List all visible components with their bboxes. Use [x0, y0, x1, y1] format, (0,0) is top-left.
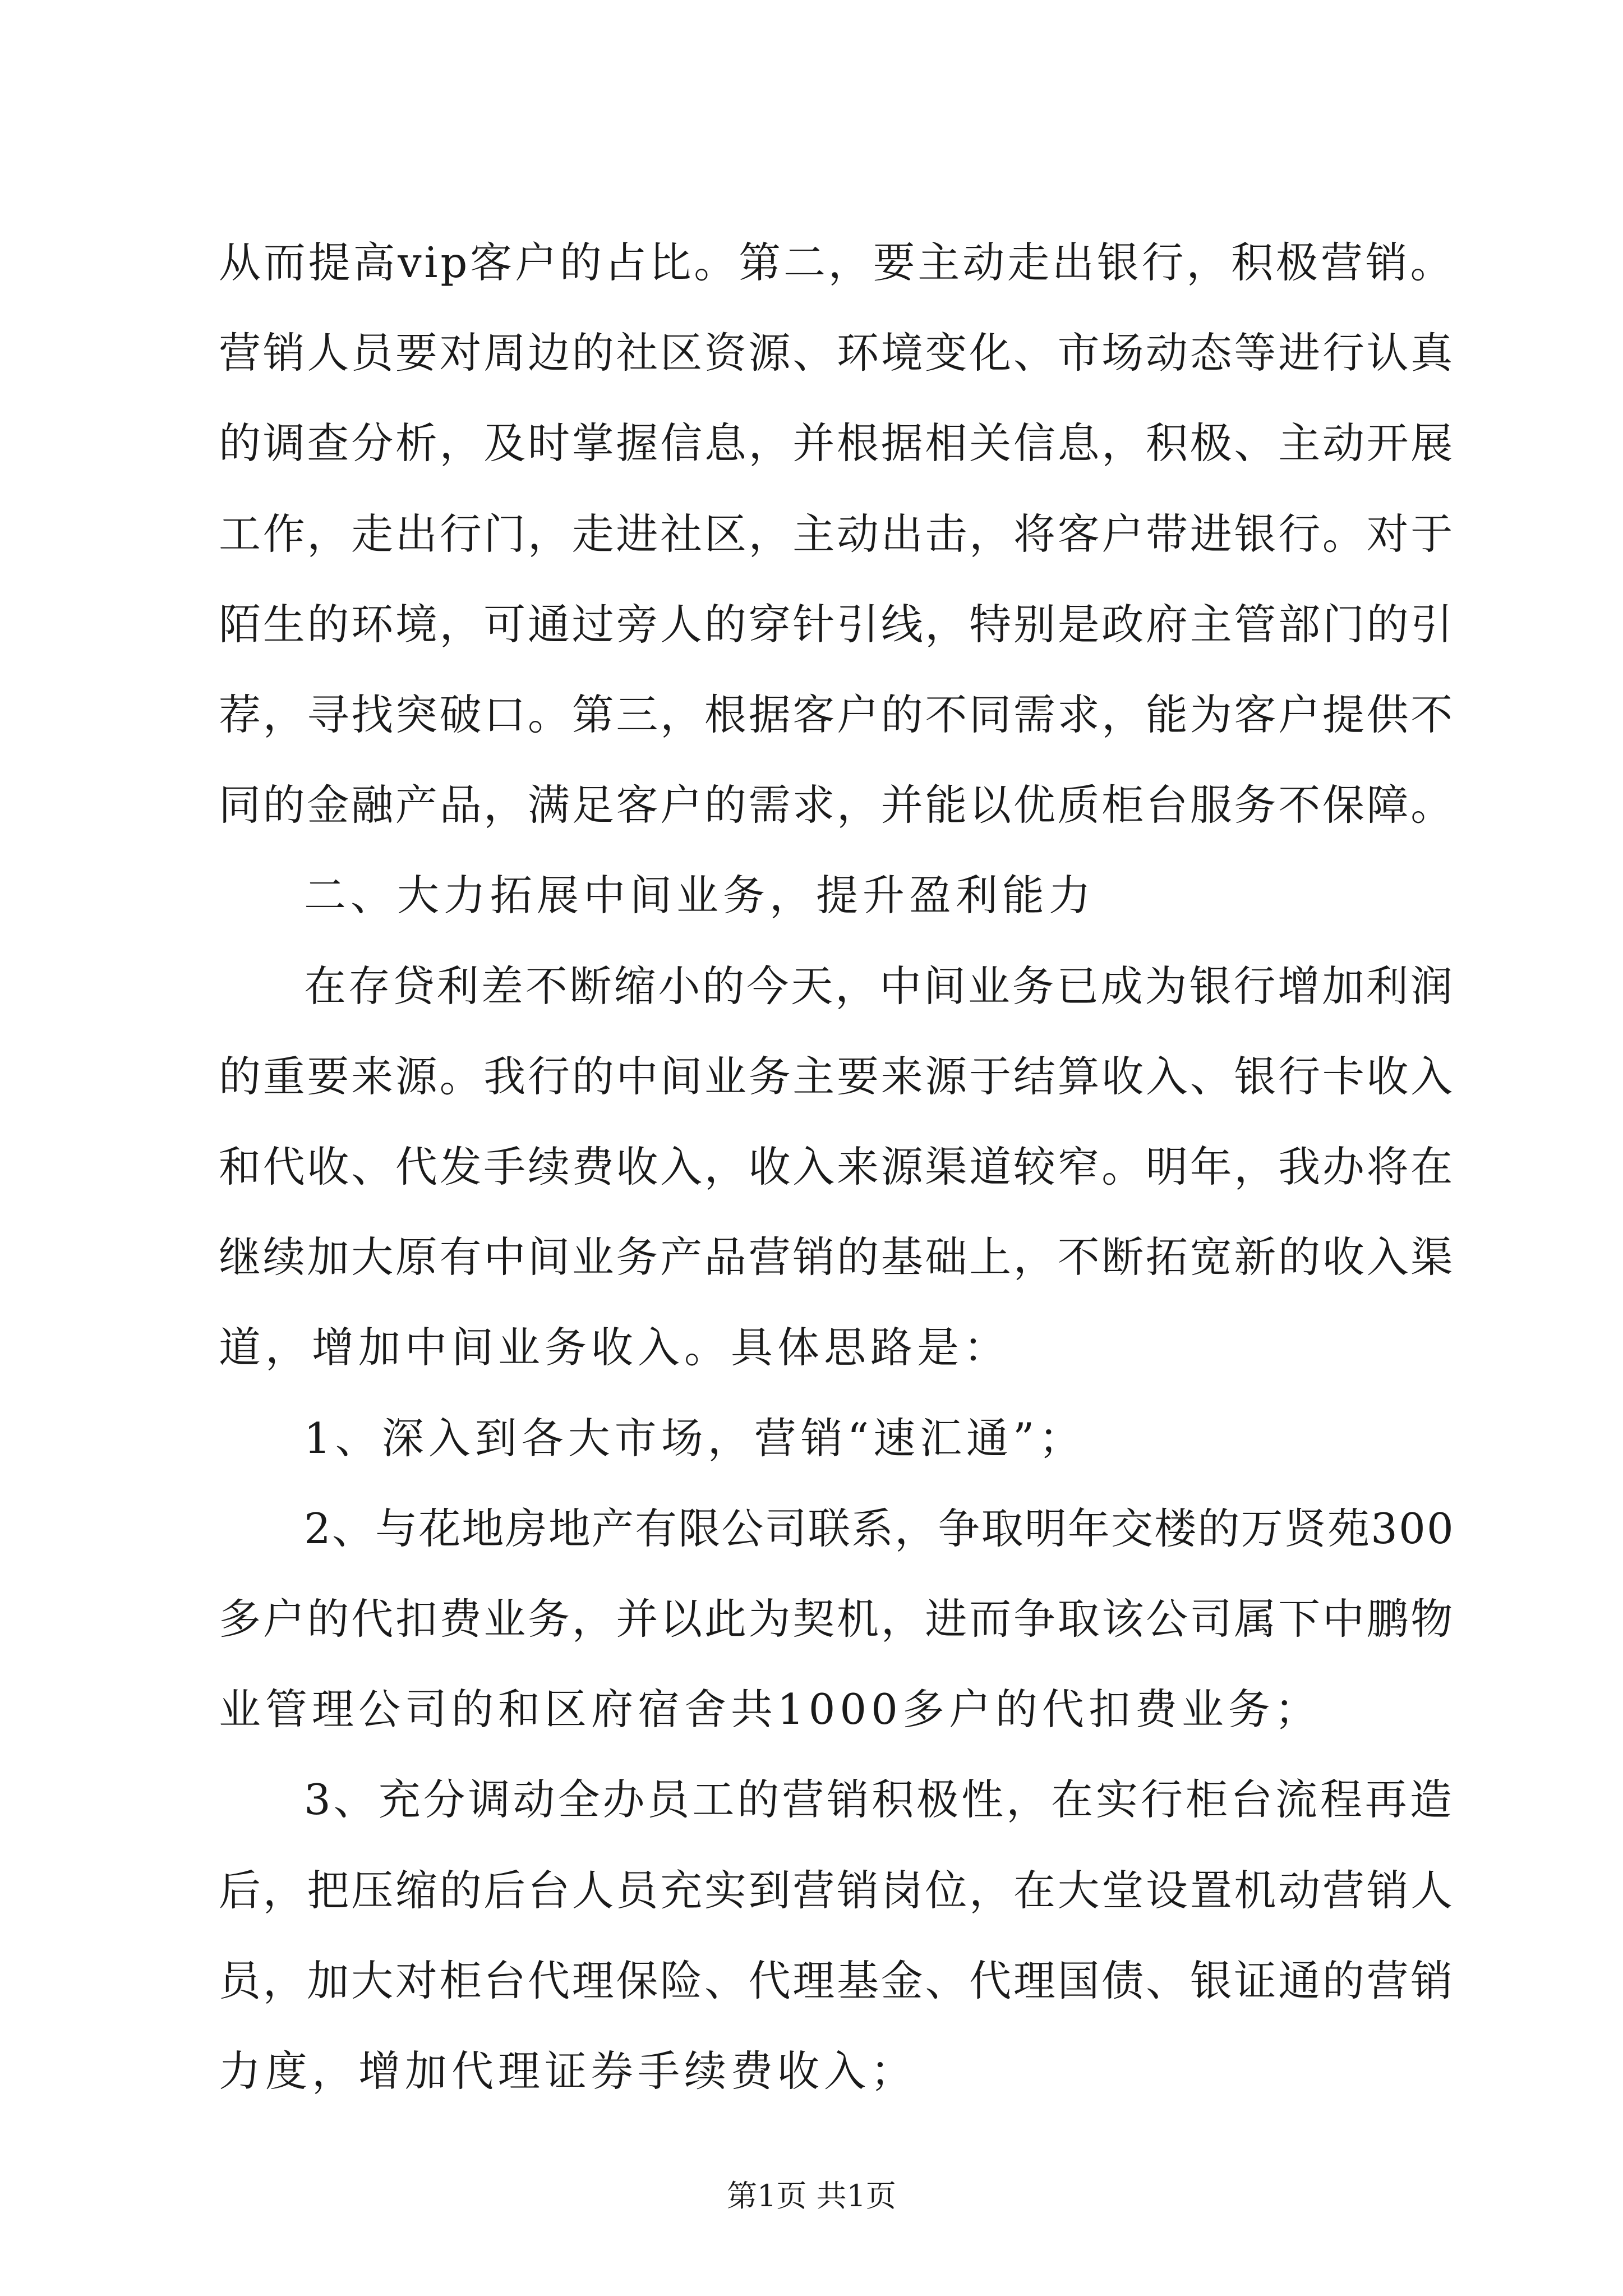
list-item: 1、深入到各大市场，营销“速汇通”；	[304, 1413, 1086, 1463]
paragraph-line: 同的金融产品，满足客户的需求，并能以优质柜台服务不保障。	[219, 780, 1455, 830]
page-footer: 第1页 共1页	[727, 2178, 896, 2214]
paragraph-line: 力度，增加代理证券手续费收入；	[219, 2046, 917, 2096]
paragraph-line: 工作，走出行门，走进社区，主动出击，将客户带进银行。对于	[219, 509, 1455, 559]
paragraph-line: 的调查分析，及时掌握信息，并根据相关信息，积极、主动开展	[219, 418, 1455, 468]
list-item: 2、与花地房地产有限公司联系，争取明年交楼的万贤苑300	[304, 1503, 1455, 1553]
paragraph-line: 的重要来源。我行的中间业务主要来源于结算收入、银行卡收入	[219, 1051, 1455, 1101]
paragraph-line: 营销人员要对周边的社区资源、环境变化、市场动态等进行认真	[219, 328, 1455, 378]
paragraph-line: 业管理公司的和区府宿舍共1000多户的代扣费业务；	[219, 1685, 1321, 1734]
paragraph-line: 在存贷利差不断缩小的今天，中间业务已成为银行增加利润	[304, 961, 1455, 1011]
paragraph-line: 陌生的环境，可通过旁人的穿针引线，特别是政府主管部门的引	[219, 599, 1455, 649]
paragraph-line: 员，加大对柜台代理保险、代理基金、代理国债、银证通的营销	[219, 1955, 1455, 2005]
paragraph-line: 从而提高vip客户的占比。第二，要主动走出银行，积极营销。	[219, 238, 1455, 287]
paragraph-line: 荐，寻找突破口。第三，根据客户的不同需求，能为客户提供不	[219, 690, 1455, 739]
paragraph-line: 道，增加中间业务收入。具体思路是：	[219, 1323, 1011, 1373]
paragraph-line: 和代收、代发手续费收入，收入来源渠道较窄。明年，我办将在	[219, 1142, 1455, 1191]
list-item: 3、充分调动全办员工的营销积极性，在实行柜台流程再造	[304, 1775, 1455, 1825]
paragraph-line: 后，把压缩的后台人员充实到营销岗位，在大堂设置机动营销人	[219, 1865, 1455, 1915]
paragraph-line: 多户的代扣费业务，并以此为契机，进而争取该公司属下中鹏物	[219, 1594, 1455, 1644]
paragraph-line: 继续加大原有中间业务产品营销的基础上，不断拓宽新的收入渠	[219, 1232, 1455, 1282]
section-heading: 二、大力拓展中间业务，提升盈利能力	[304, 871, 1096, 921]
